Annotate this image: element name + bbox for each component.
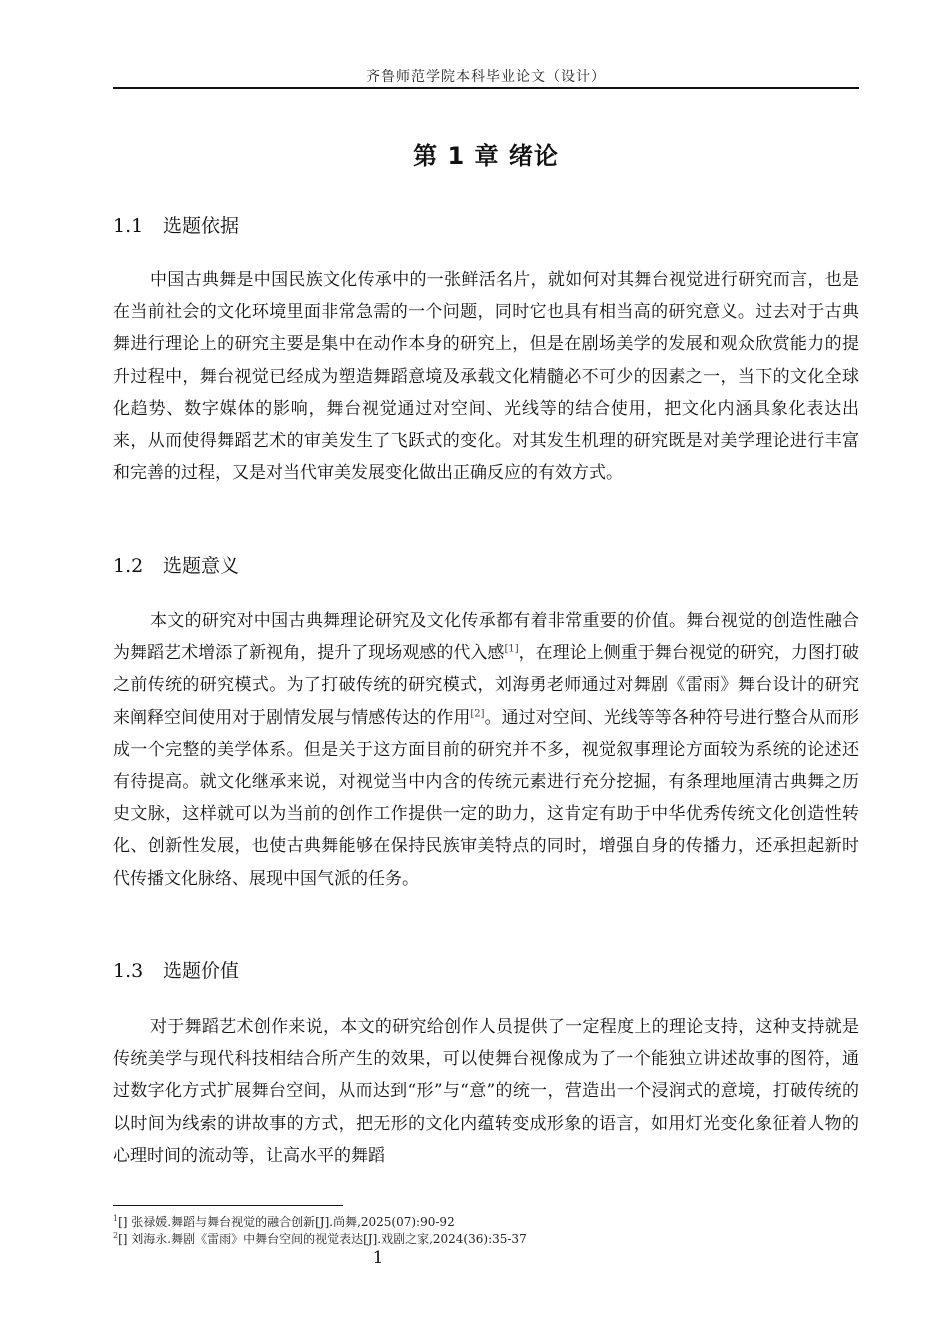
section-1-2-paragraph (113, 605, 859, 895)
section-heading-1-2 (113, 551, 239, 578)
paragraph-text: 本文的研究对中国古典舞理论研究及文化传承都有着非常重要的价值。舞台视觉的创造性融合为舞蹈艺术增添了新视角，提升了现场观感的代入感 (113, 611, 859, 664)
footnote-mark: 1 (113, 1214, 119, 1223)
section-title: 选题意义 (163, 555, 240, 577)
chapter-title: 第 1 章 绪论 (413, 142, 559, 170)
footnote-item (113, 1231, 859, 1248)
page-number: 1 (372, 1248, 384, 1268)
paragraph-text: ，在理论上侧重于舞台视觉的研究，力图打破之前传统的研究模式。为了打破传统的研究模式，刘海勇老师通过对舞剧《雷雨》舞台设计的研究来阐释空间使用对于剧情发展与情感传达的作用 (113, 643, 860, 728)
running-header: 齐鲁师范学院本科毕业论文（设计） (366, 69, 606, 85)
header-rule (113, 87, 859, 89)
citation-ref-1[interactable]: [1] (504, 643, 519, 655)
paragraph-text: 。通过对空间、光线等等各种符号进行整合从而形成一个完整的美学体系。但是关于这方面目前的研究并不多，视觉叙事理论方面较为系统的论述还有待提高。就文化继承来说，对视觉当中内含的传统元素进行充分挖掘，有条理地厘清古典舞之历史文脉，这样就可以为当前的创作工作提供一定的助力，这肯定有助于中华优秀传统文化创造性转化、创新性发展，也使古典舞能够在保持民族审美特点的同时，增强自身的传播力，还承担起新时代传播文化脉络、展现中国气派的任务。 (113, 707, 860, 889)
citation-ref-2[interactable]: [2] (470, 707, 485, 719)
footnote-item (113, 1214, 859, 1231)
section-title: 选题依据 (163, 215, 240, 237)
footnote-text: [] 刘海永.舞剧《雷雨》中舞台空间的视觉表达[J].戏剧之家,2024(36):35-37 (118, 1232, 527, 1246)
section-1-3-paragraph: 对于舞蹈艺术创作来说，本文的研究给创作人员提供了一定程度上的理论支持，这种支持就是传统美学与现代科技相结合所产生的效果，可以使舞台视像成为了一个能独立讲述故事的图符，通过数字化方式扩展舞台空间，从而达到“形”与“意”的统一，营造出一个浸润式的意境，打破传统的以时间为线索的讲故事的方式，把无形的文化内蕴转变成形象的语言，如用灯光变化象征着人物的心理时间的流动等，让高水平的舞蹈 (113, 1017, 859, 1166)
section-number: 1.1 (113, 215, 144, 237)
footnotes (113, 1214, 859, 1248)
section-1-1-paragraph: 中国古典舞是中国民族文化传承中的一张鲜活名片，就如何对其舞台视觉进行研究而言，也是在当前社会的文化环境里面非常急需的一个问题，同时它也具有相当高的研究意义。过去对于古典舞进行理论上的研究主要是集中在动作本身的研究上，但是在剧场美学的发展和观众欣赏能力的提升过程中，舞台视觉已经成为塑造舞蹈意境及承载文化精髓必不可少的因素之一，当下的文化全球化趋势、数字媒体的影响，舞台视觉通过对空间、光线等的结合使用，把文化内涵具象化表达出来，从而使得舞蹈艺术的审美发生了飞跃式的变化。对其发生机理的研究既是对美学理论进行丰富和完善的过程，又是对当代审美发展变化做出正确反应的有效方式。 (113, 270, 859, 484)
footnote-rule (113, 1205, 343, 1206)
footnote-mark: 2 (113, 1231, 119, 1240)
section-heading-1-3 (113, 956, 239, 983)
section-heading-1-1 (113, 211, 239, 238)
section-number: 1.2 (113, 555, 144, 577)
footnote-text: [] 张禄媛.舞蹈与舞台视觉的融合创新[J].尚舞,2025(07):90-92 (118, 1215, 455, 1229)
section-title: 选题价值 (163, 960, 240, 982)
section-number: 1.3 (113, 960, 144, 982)
